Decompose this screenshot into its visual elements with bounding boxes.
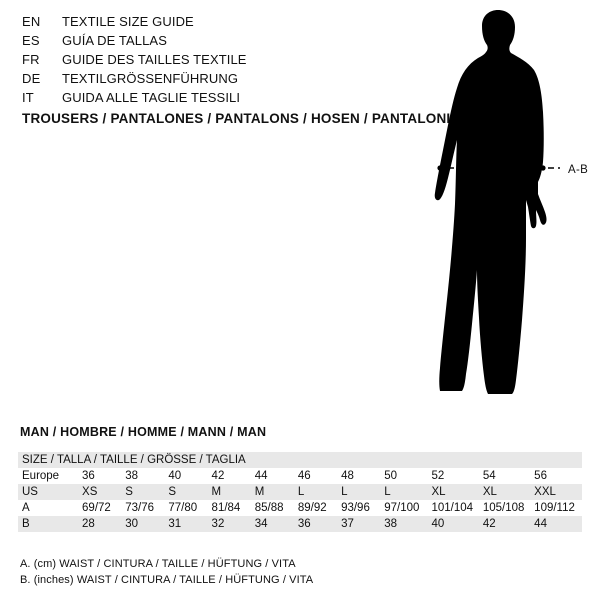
language-row: [22, 90, 382, 109]
table-cell: 36: [295, 516, 338, 532]
table-cell: 81/84: [211, 502, 241, 514]
language-title: GUIDE DES TAILLES TEXTILE: [62, 52, 247, 67]
table-cell: S: [122, 484, 165, 500]
table-cell: 109/112: [534, 502, 575, 514]
table-row: [18, 484, 582, 500]
footnote-b: B. (inches) WAIST / CINTURA / TAILLE / HÜFTUNG / VITA: [20, 574, 314, 586]
language-title: GUIDA ALLE TAGLIE TESSILI: [62, 90, 241, 105]
table-cell: 54: [482, 470, 496, 482]
table-row-label: US: [18, 484, 79, 500]
table-cell: 37: [338, 516, 381, 532]
language-code: EN: [22, 14, 41, 29]
section-title: TROUSERS / PANTALONES / PANTALONS / HOSEN / PANTALONI: [22, 111, 451, 126]
table-cell: XS: [79, 484, 122, 500]
table-row: [18, 516, 582, 532]
table-cell: 46: [297, 470, 311, 482]
table-cell: S: [165, 484, 208, 500]
table-cell: 89/92: [297, 502, 327, 514]
language-code: FR: [22, 52, 40, 67]
figure-silhouette: [410, 8, 590, 408]
table-cell: 42: [480, 516, 531, 532]
table-cell: 34: [252, 516, 295, 532]
table-cell: L: [295, 484, 338, 500]
table-row-label: Europe: [22, 470, 60, 482]
language-row: [22, 52, 382, 71]
table-row: [18, 500, 582, 516]
table-cell: 30: [122, 516, 165, 532]
measurement-point-b: [540, 165, 545, 170]
table-cell: M: [209, 484, 252, 500]
table-title: MAN / HOMBRE / HOMME / MANN / MAN: [20, 425, 267, 439]
language-code: DE: [22, 71, 41, 86]
language-title: GUÍA DE TALLAS: [62, 33, 167, 48]
language-row: [22, 33, 382, 52]
table-cell: 48: [341, 470, 354, 482]
language-list: [22, 14, 382, 109]
table-cell: 40: [168, 470, 182, 482]
table-cell: L: [338, 484, 381, 500]
table-cell: 105/108: [482, 502, 525, 514]
table-cell: 28: [79, 516, 122, 532]
table-cell: 36: [82, 470, 95, 482]
table-cell: 38: [381, 516, 428, 532]
table-row-label: SIZE / TALLA / TAILLE / GRÖSSE / TAGLIA: [18, 452, 582, 468]
table-row-label: B: [18, 516, 79, 532]
man-silhouette-icon: [410, 8, 590, 408]
language-row: [22, 71, 382, 90]
language-title: TEXTILE SIZE GUIDE: [62, 14, 194, 29]
table-cell: 69/72: [82, 502, 111, 514]
footnote-a: A. (cm) WAIST / CINTURA / TAILLE / HÜFTUNG / VITA: [20, 558, 296, 570]
measurement-label: A-B: [568, 164, 589, 176]
table-cell: 31: [165, 516, 208, 532]
table-row: [18, 468, 582, 484]
table-cell: 56: [534, 470, 547, 482]
language-title: TEXTILGRÖSSENFÜHRUNG: [62, 71, 239, 86]
measurement-point-a: [437, 165, 442, 170]
table-cell: L: [381, 484, 428, 500]
table-cell: 97/100: [384, 502, 420, 514]
table-cell: 93/96: [341, 502, 370, 514]
language-code: ES: [22, 33, 40, 48]
footnotes: [20, 556, 313, 588]
table-cell: 32: [209, 516, 252, 532]
table-row: [18, 452, 582, 468]
table-cell: 44: [254, 470, 268, 482]
table-cell: 101/104: [431, 502, 474, 514]
table-cell: 38: [125, 470, 138, 482]
table-cell: 73/76: [125, 502, 154, 514]
table-cell: 40: [428, 516, 479, 532]
table-row-label: A: [22, 502, 30, 514]
table-cell: 77/80: [168, 502, 198, 514]
table-cell: XL: [480, 484, 531, 500]
table-cell: 42: [211, 470, 225, 482]
table-cell: 85/88: [254, 502, 284, 514]
table-cell: 50: [384, 470, 398, 482]
table-cell: 44: [531, 516, 582, 532]
table-cell: 52: [431, 470, 445, 482]
table-cell: M: [252, 484, 295, 500]
language-row: [22, 14, 382, 33]
language-code: IT: [22, 90, 34, 105]
size-table: [18, 452, 582, 532]
table-cell: XXL: [531, 484, 582, 500]
table-cell: XL: [428, 484, 479, 500]
